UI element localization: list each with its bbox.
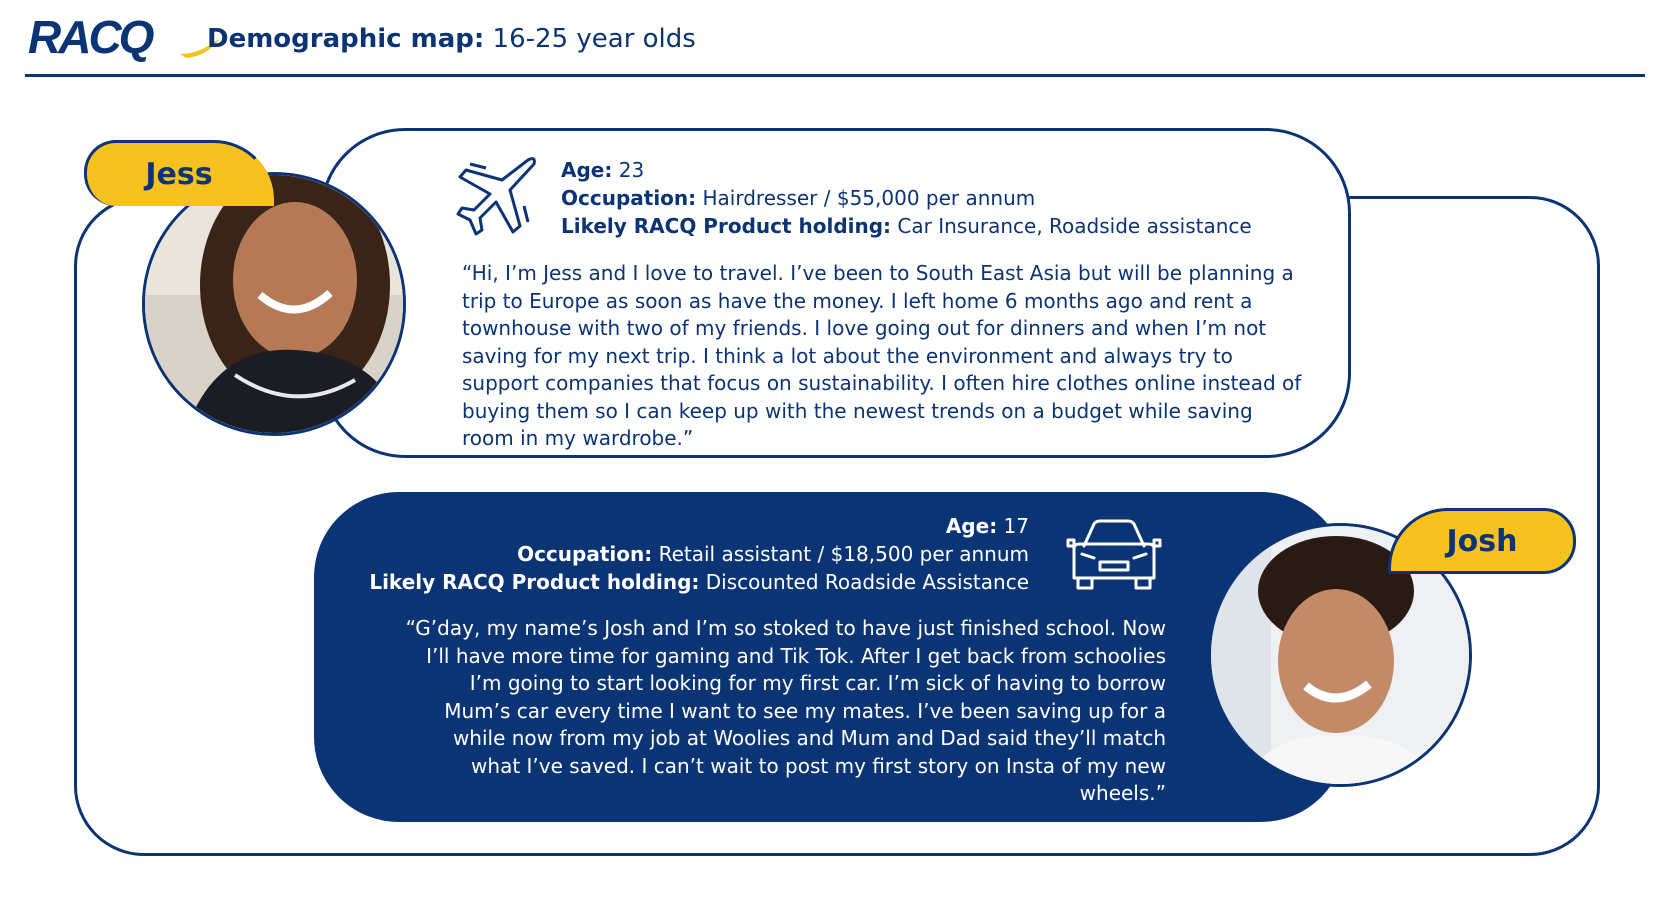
josh-occupation-row	[369, 540, 1029, 568]
title-bold: Demographic map:	[207, 24, 485, 54]
josh-name-tag	[1388, 508, 1576, 574]
page-header	[0, 0, 1667, 80]
title-rest: 16-25 year olds	[484, 24, 696, 54]
jess-quote: “Hi, I’m Jess and I love to travel. I’ve been to South East Asia but will be planning a trip to Europe as soon as have the money. I left home 6 months ago and rent a townhouse with two of my friends. I love going out for dinners and when I’m not saving for my next trip. I think a lot about the environment and always try to support companies that focus on sustainability. I often hire clothes online instead of buying them so I can keep up with the newest trends on a budget while saving room in my wardrobe.”	[462, 261, 1302, 450]
jess-age-row	[561, 156, 1252, 184]
jess-product-row	[561, 212, 1252, 240]
jess-occupation: Hairdresser / $55,000 per annum	[696, 186, 1036, 210]
jess-occupation-label: Occupation:	[561, 186, 697, 210]
josh-product-label: Likely RACQ Product holding:	[369, 570, 700, 594]
josh-product-row	[369, 568, 1029, 596]
josh-details	[369, 512, 1029, 596]
jess-name: Jess	[145, 157, 213, 192]
josh-occupation: Retail assistant / $18,500 per annum	[652, 542, 1029, 566]
josh-age-label: Age:	[945, 514, 998, 538]
josh-age: 17	[997, 514, 1029, 538]
jess-age-label: Age:	[561, 158, 613, 182]
jess-age: 23	[612, 158, 645, 182]
racq-logo	[28, 12, 218, 62]
jess-name-tag	[84, 140, 274, 206]
jess-occupation-row	[561, 184, 1252, 212]
airplane-icon	[450, 152, 540, 242]
header-divider	[25, 74, 1645, 77]
josh-age-row	[369, 512, 1029, 540]
josh-name: Josh	[1446, 523, 1518, 559]
josh-product: Discounted Roadside Assistance	[699, 570, 1029, 594]
jess-portrait	[145, 175, 403, 433]
jess-details	[561, 156, 1252, 240]
jess-product-label: Likely RACQ Product holding:	[561, 214, 892, 238]
logo-text: RACQ	[28, 11, 152, 63]
josh-quote: “G’day, my name’s Josh and I’m so stoked to have just finished school. Now I’ll have more time for gaming and Tik Tok. After I get back from schoolies I’m going to start looking for my first car. I’m sick of having to borrow Mum’s car every time I want to see my mates. I’ve been saving up for a while now from my job at Woolies and Mum and Dad said they’ll match what I’ve saved. I can’t wait to post my first story on Insta of my new wheels.”	[405, 616, 1166, 805]
page-title	[207, 22, 696, 56]
jess-product: Car Insurance, Roadside assistance	[891, 214, 1252, 238]
jess-photo	[142, 172, 406, 436]
car-icon	[1064, 518, 1164, 592]
josh-occupation-label: Occupation:	[517, 542, 653, 566]
